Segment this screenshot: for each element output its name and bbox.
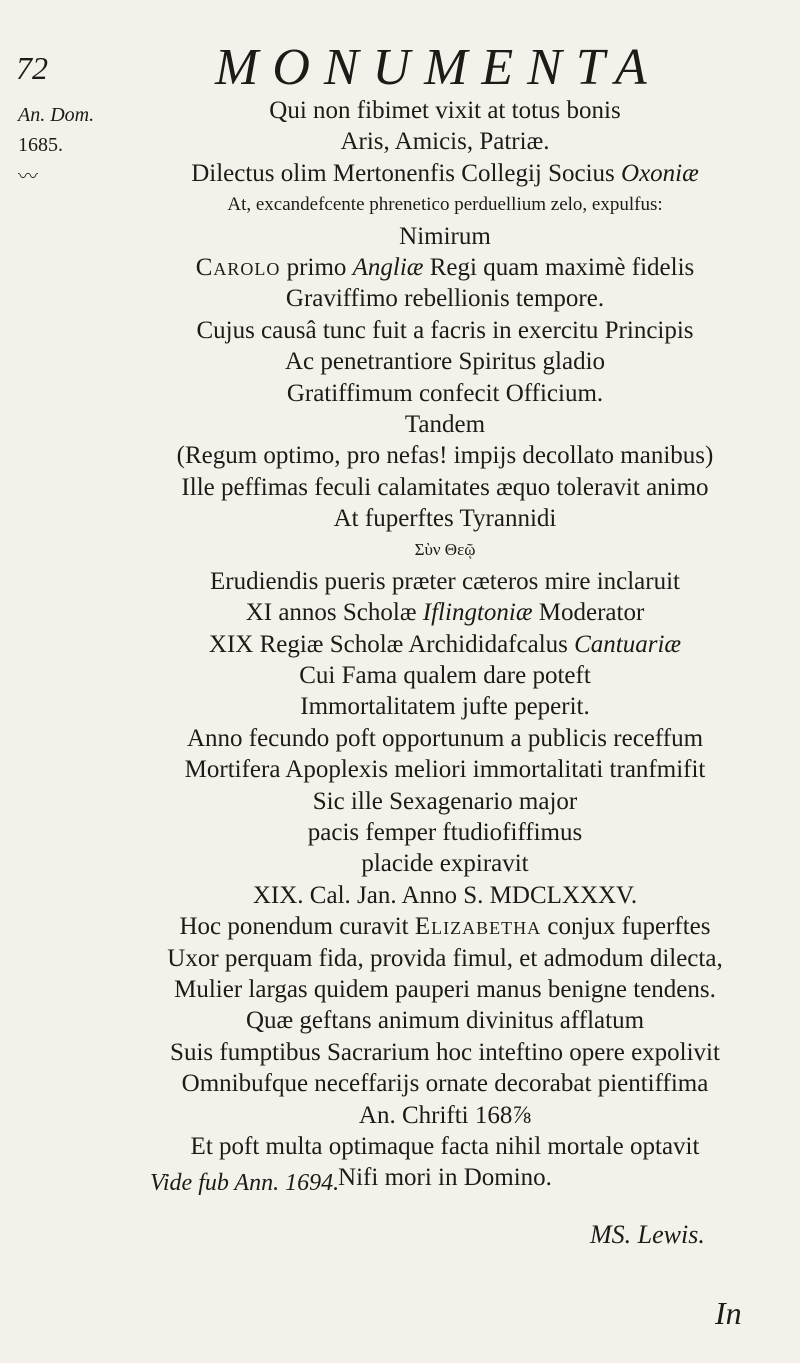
line-segment: Nifi mori in Domino.: [338, 1164, 552, 1192]
inscription-line: [100, 911, 790, 942]
line-segment: Hoc ponendum curavit: [179, 913, 415, 941]
inscription-line: [100, 974, 790, 1005]
inscription-line: [100, 1100, 790, 1131]
inscription-line: [100, 1037, 790, 1068]
inscription-line: [100, 880, 790, 911]
cross-reference: Vide fub Ann. 1694.: [150, 1170, 340, 1196]
line-segment: Moderator: [532, 599, 645, 627]
line-segment: Et poft multa optimaque facta nihil mortale optavit: [190, 1132, 700, 1160]
inscription-line: [100, 691, 790, 722]
line-segment: Angliæ: [352, 253, 424, 281]
line-segment: Qui non fibimet vixit at totus bonis: [269, 97, 621, 124]
inscription-line: [100, 660, 790, 691]
inscription-line: [100, 754, 790, 785]
inscription-line: [100, 597, 790, 628]
catchword: In: [715, 1295, 742, 1331]
inscription-line: [100, 848, 790, 879]
inscription-line: [100, 1131, 790, 1162]
line-segment: Graviffimo rebellionis tempore.: [285, 285, 605, 313]
inscription-line: [100, 723, 790, 754]
inscription-line: [100, 126, 790, 157]
inscription-line: [100, 472, 790, 503]
line-segment: Ille peffimas feculi calamitates æquo toleravit animo: [181, 473, 709, 501]
inscription-line: [100, 95, 790, 126]
line-segment: Erudiendis pueris præter cæteros mire inclaruit: [209, 567, 680, 595]
line-segment: Cantuariæ: [574, 630, 682, 658]
running-head: MONUMENTA: [215, 39, 661, 96]
line-segment: An. Chrifti 168⅞: [358, 1101, 532, 1129]
inscription-line: [100, 409, 790, 440]
inscription-line: [100, 440, 790, 471]
line-segment: conjux fuperftes: [541, 913, 711, 941]
line-segment: Mortifera Apoplexis meliori immortalitati tranfmifit: [184, 756, 706, 784]
inscription-line: [100, 534, 790, 565]
line-segment: Uxor perquam fida, provida fimul, et admodum dilecta,: [167, 944, 723, 972]
line-segment: primo: [280, 253, 353, 281]
line-segment: XIX. Cal. Jan. Anno S. MDCLXXXV.: [252, 881, 638, 909]
line-segment: placide expiravit: [361, 850, 529, 878]
line-segment: Aris, Amicis, Patriæ.: [340, 128, 550, 156]
inscription-line: [100, 221, 790, 252]
line-segment: pacis femper ftudiofiffimus: [307, 818, 583, 846]
inscription-line: [100, 283, 790, 314]
line-segment: At, excandefcente phrenetico perduellium zelo, expulfus:: [227, 194, 663, 216]
margin-year: 1685.: [18, 134, 63, 156]
line-segment: Cui Fama qualem dare poteft: [299, 662, 591, 690]
line-segment: Gratiffimum confecit Officium.: [286, 379, 604, 407]
line-segment: Carolo: [195, 253, 281, 281]
line-segment: Mulier largas quidem pauperi manus benigne tendens.: [174, 975, 716, 1003]
line-segment: Dilectus olim Mertonenfis Collegij Socius: [191, 159, 622, 187]
inscription-line: [100, 315, 790, 346]
line-segment: Immortalitatem jufte peperit.: [300, 693, 590, 721]
line-segment: At fuperftes Tyrannidi: [333, 505, 557, 533]
line-segment: Quæ geftans animum divinitus afflatum: [245, 1007, 645, 1035]
line-segment: XIX Regiæ Scholæ Archididafcalus: [208, 630, 575, 658]
margin-label: An. Dom.: [18, 104, 95, 126]
inscription-line: [100, 346, 790, 377]
line-segment: Σὺν Θεῷ: [414, 540, 476, 560]
line-segment: Ac penetrantiore Spiritus gladio: [284, 348, 606, 376]
margin-ornament: 〰: [18, 166, 36, 188]
inscription-line: [100, 566, 790, 597]
line-segment: Iflingtoniæ: [422, 599, 533, 627]
inscription-line: [100, 1005, 790, 1036]
line-segment: Oxoniæ: [621, 159, 699, 187]
line-segment: Suis fumptibus Sacrarium hoc inteftino opere expolivit: [170, 1038, 720, 1066]
line-segment: Anno fecundo poft opportunum a publicis receffum: [186, 724, 704, 752]
inscription-line: [100, 503, 790, 534]
line-segment: Tandem: [404, 410, 486, 438]
line-segment: XI annos Scholæ: [245, 599, 423, 627]
page-number: 72: [16, 50, 48, 86]
inscription-line: [100, 158, 790, 189]
line-segment: Elizabetha: [414, 913, 542, 941]
inscription-line: [100, 252, 790, 283]
inscription-line: [100, 943, 790, 974]
source-note: MS. Lewis.: [590, 1220, 705, 1249]
line-segment: Omnibufque neceffarijs ornate decorabat pientiffima: [181, 1070, 709, 1098]
inscription-line: [100, 378, 790, 409]
line-segment: Cujus causâ tunc fuit a facris in exercitu Principis: [196, 316, 694, 344]
inscription-line: [100, 1068, 790, 1099]
line-segment: Nimirum: [399, 222, 491, 250]
line-segment: Regi quam maximè fidelis: [423, 253, 695, 281]
inscription-line: [100, 786, 790, 817]
inscription-text: [100, 95, 790, 1194]
inscription-line: [100, 189, 790, 220]
line-segment: (Regum optimo, pro nefas! impijs decollato manibus): [176, 442, 714, 470]
line-segment: Sic ille Sexagenario major: [312, 787, 578, 815]
inscription-line: [100, 817, 790, 848]
inscription-line: [100, 629, 790, 660]
